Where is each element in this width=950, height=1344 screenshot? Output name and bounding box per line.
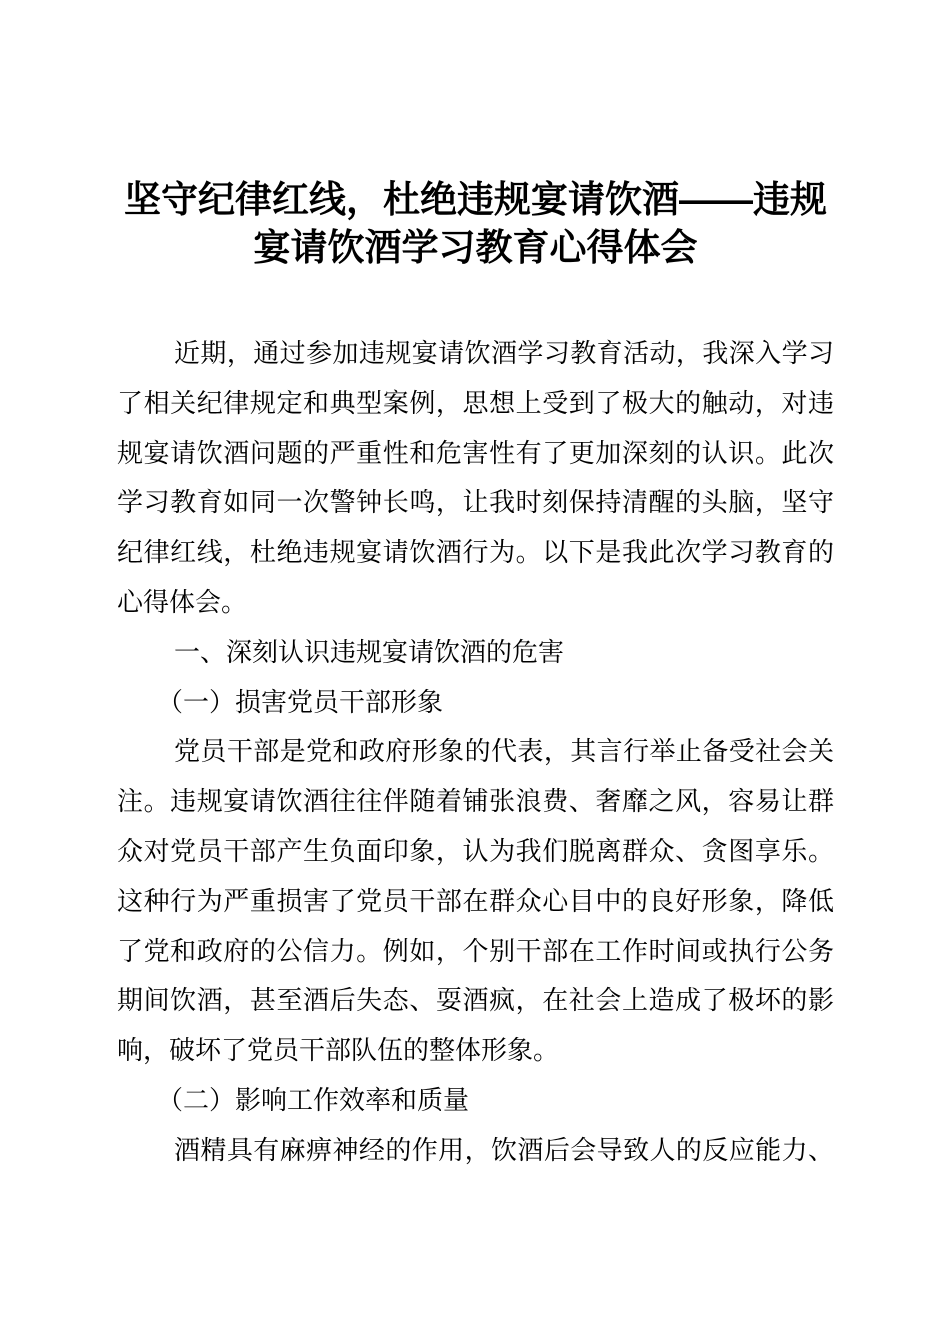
document-title [117,176,834,272]
text-line: 响，破坏了党员干部队伍的整体形象。 [117,1035,560,1066]
text-line: 学习教育如同一次警钟长鸣，让我时刻保持清醒的头脑，坚守 [117,487,834,518]
text-line: 众对党员干部产生负面印象，认为我们脱离群众、贪图享乐。 [117,835,834,866]
text-line: 期间饮酒，甚至酒后失态、耍酒疯，在社会上造成了极坏的影 [117,985,834,1016]
text-line: （二）影响工作效率和质量 [157,1084,470,1115]
text-line: 这种行为严重损害了党员干部在群众心目中的良好形象，降低 [117,885,834,916]
text-line: （一）损害党员干部形象 [157,686,444,717]
text-line: 一、深刻认识违规宴请饮酒的危害 [174,636,565,667]
text-line: 心得体会。 [117,586,248,617]
text-line: 规宴请饮酒问题的严重性和危害性有了更加深刻的认识。此次 [117,437,834,468]
title-line: 坚守纪律红线，杜绝违规宴请饮酒——违规 [124,179,827,220]
text-line: 党员干部是党和政府形象的代表，其言行举止备受社会关 [174,736,834,767]
title-line: 宴请饮酒学习教育心得体会 [253,227,698,268]
text-line: 近期，通过参加违规宴请饮酒学习教育活动，我深入学习 [174,338,834,368]
text-line: 纪律红线，杜绝违规宴请饮酒行为。以下是我此次学习教育的 [117,537,834,568]
text-line: 了相关纪律规定和典型案例，思想上受到了极大的触动，对违 [117,387,834,418]
document-body [117,329,834,1176]
text-line: 了党和政府的公信力。例如，个别干部在工作时间或执行公务 [117,935,834,966]
text-line: 酒精具有麻痹神经的作用，饮酒后会导致人的反应能力、 [174,1134,834,1165]
text-line: 注。违规宴请饮酒往往伴随着铺张浪费、奢靡之风，容易让群 [117,786,834,817]
